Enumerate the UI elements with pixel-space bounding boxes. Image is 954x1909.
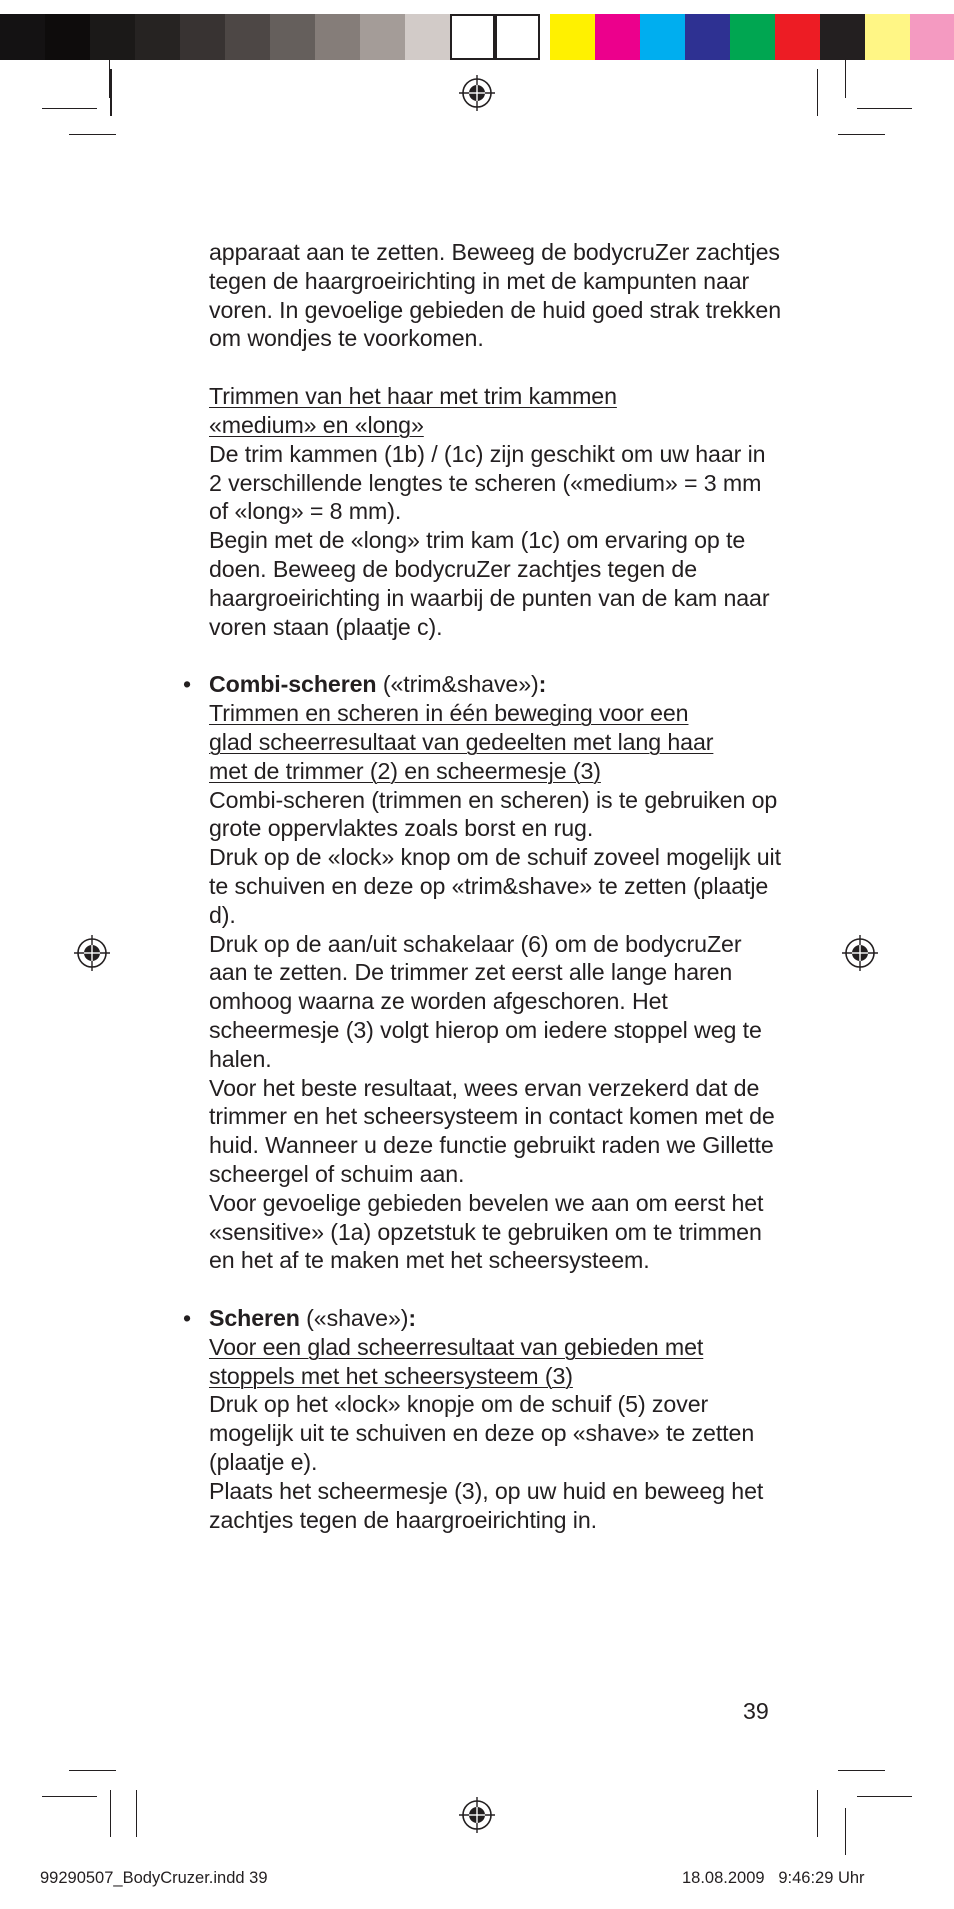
- crop-mark: [136, 1790, 137, 1837]
- shave-title-suffix: («shave»): [299, 1305, 409, 1332]
- bullet-icon: •: [183, 1305, 192, 1332]
- combi-body: Druk op de aan/uit schakelaar (6) om de bodycruZer aan te zetten. De trimmer zet eerst alle lange haren omhoog waarna ze worden afgeschoren. Het scheermesje (3) volgt hierop om iedere stoppel weg te halen.: [209, 930, 762, 1072]
- combi-title: Combi-scheren: [209, 671, 377, 698]
- shave-body: Druk op het «lock» knopje om de schuif (5) zover mogelijk uit te schuiven en deze op «shave» te zetten (plaatje e).: [209, 1391, 755, 1476]
- crop-mark: [817, 1790, 818, 1837]
- crop-mark: [857, 1796, 912, 1797]
- color-swatch: [45, 14, 90, 60]
- bullet-icon: •: [183, 671, 192, 698]
- crop-mark: [69, 134, 116, 135]
- combi-body: Voor het beste resultaat, wees ervan verzekerd dat de trimmer en het scheersysteem in contact komen met de huid. Wanneer u deze functie gebruikt raden we Gillette scheergel of schuim aan.: [209, 1074, 775, 1187]
- registration-mark-icon: [459, 1797, 495, 1833]
- color-swatch: [270, 14, 315, 60]
- combi-title-suffix: («trim&shave»): [376, 671, 539, 698]
- color-swatch: [360, 14, 405, 60]
- color-swatch: [910, 14, 954, 60]
- color-swatch: [225, 14, 270, 60]
- combi-heading: Trimmen en scheren in één beweging voor een: [209, 700, 689, 727]
- color-swatch: [640, 14, 685, 60]
- registration-mark-icon: [74, 935, 110, 971]
- trim-heading: «medium» en «long»: [209, 411, 424, 438]
- combi-heading: glad scheerresultaat van gedeelten met lang haar: [209, 728, 714, 755]
- footer-filename: 99290507_BodyCruzer.indd 39: [40, 1869, 268, 1887]
- footer-timestamp: 18.08.2009 9:46:29 Uhr: [682, 1869, 865, 1887]
- shave-heading: Voor een glad scheerresultaat van gebieden met: [209, 1333, 704, 1360]
- crop-mark: [110, 1790, 111, 1837]
- combi-colon: :: [538, 671, 547, 698]
- crop-mark: [857, 108, 912, 109]
- crop-mark: [817, 69, 818, 116]
- combi-section: [183, 670, 784, 1275]
- color-swatch: [405, 14, 450, 60]
- combi-body: Combi-scheren (trimmen en scheren) is te gebruiken op grote oppervlaktes zoals borst en rug.: [209, 786, 778, 842]
- crop-mark: [845, 60, 846, 98]
- color-swatch: [820, 14, 865, 60]
- crop-mark: [838, 1770, 885, 1771]
- page-number: 39: [743, 1698, 769, 1724]
- color-swatch: [685, 14, 730, 60]
- shave-heading: stoppels met het scheersysteem (3): [209, 1362, 573, 1389]
- color-swatch: [315, 14, 360, 60]
- crop-mark: [838, 134, 885, 135]
- color-swatch: [0, 14, 45, 60]
- registration-mark-icon: [459, 75, 495, 111]
- print-color-bar: [0, 14, 954, 60]
- color-swatch: [595, 14, 640, 60]
- crop-mark: [845, 1808, 846, 1855]
- combi-body: Druk op de «lock» knop om de schuif zoveel mogelijk uit te schuiven en deze op «trim&shave» te zetten (plaatje d).: [209, 844, 781, 928]
- crop-mark: [42, 108, 97, 109]
- color-swatch: [495, 14, 540, 60]
- color-swatch: [865, 14, 910, 60]
- color-swatch: [450, 14, 495, 60]
- color-swatch: [90, 14, 135, 60]
- shave-body: Plaats het scheermesje (3), op uw huid en beweeg het zachtjes tegen de haargroeirichting in.: [209, 1477, 764, 1533]
- trim-body: Begin met de «long» trim kam (1c) om ervaring op te doen. Beweeg de bodycruZer zachtjes tegen de haargroeirichting in waarbij de punten van de kam naar voren staan (plaatje c).: [209, 527, 770, 640]
- color-swatch: [730, 14, 775, 60]
- registration-mark-icon: [842, 935, 878, 971]
- color-swatch: [775, 14, 820, 60]
- color-swatch: [135, 14, 180, 60]
- shave-title: Scheren: [209, 1305, 300, 1332]
- trim-section: [209, 382, 784, 641]
- color-swatch: [180, 14, 225, 60]
- shave-colon: :: [408, 1305, 416, 1332]
- combi-body: Voor gevoelige gebieden bevelen we aan om eerst het «sensitive» (1a) opzetstuk te gebruiken om te trimmen en het af te maken met het scheersysteem.: [209, 1189, 764, 1274]
- page-body: [183, 238, 784, 1534]
- intro-paragraph: apparaat aan te zetten. Beweeg de bodycruZer zachtjes tegen de haargroeirichting in met de kampunten naar voren. In gevoelige gebieden de huid goed strak trekken om wondjes te voorkomen.: [209, 239, 782, 352]
- crop-mark: [69, 1770, 116, 1771]
- combi-heading: met de trimmer (2) en scheermesje (3): [209, 757, 601, 784]
- trim-heading: Trimmen van het haar met trim kammen: [209, 383, 617, 410]
- crop-mark: [109, 60, 110, 98]
- crop-mark: [42, 1796, 97, 1797]
- shave-section: [183, 1304, 784, 1534]
- color-swatch: [550, 14, 595, 60]
- trim-body: De trim kammen (1b) / (1c) zijn geschikt om uw haar in 2 verschillende lengtes te scheren («medium» = 3 mm of «long» = 8 mm).: [209, 440, 766, 525]
